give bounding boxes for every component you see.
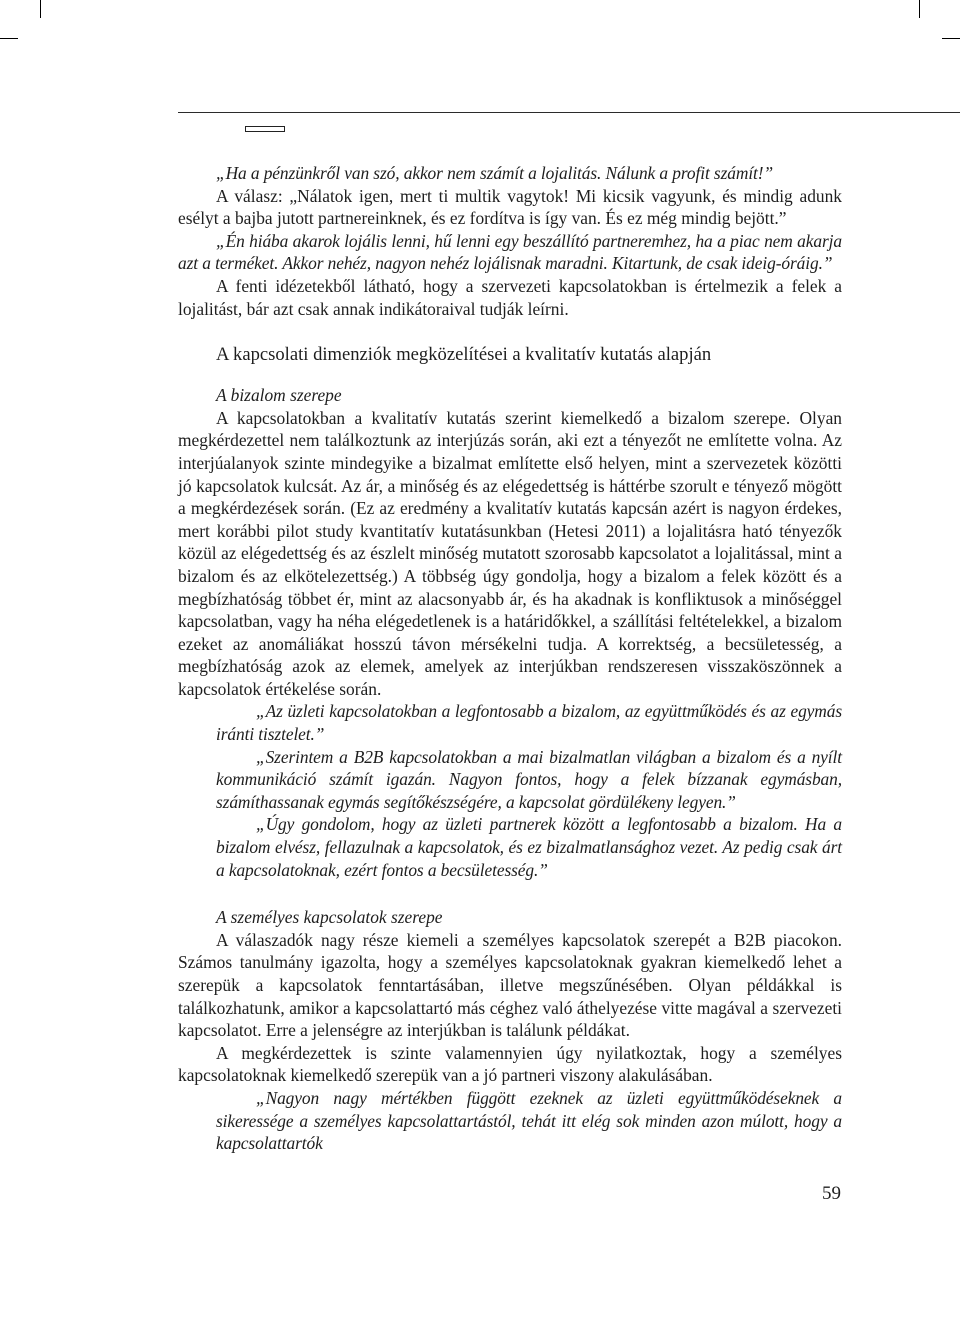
- section-heading: A kapcsolati dimenziók megközelítései a kvalitatív kutatás alapján: [216, 344, 712, 366]
- page-number: 59: [822, 1183, 841, 1204]
- trust-quote-2: „Szerintem a B2B kapcsolatokban a mai bizalmatlan világban a bizalom és a nyílt kommunikáció számít igazán. Nagyon fontos, hogy a felek bízzanak egymásban, számíthassanak egymás segítőkészségére, a kapcsolat gördülékeny legyen.”: [216, 746, 842, 812]
- trust-heading: A bizalom szerepe: [216, 385, 342, 406]
- personal-quote: „Nagyon nagy mértékben függött ezeknek az üzleti együttműködéseknek a sikeressége a személyes kapcsolattartástól, tehát itt elég sok minden azon múlott, hogy a kapcsolattartók: [216, 1087, 842, 1154]
- personal-paragraph-2: A megkérdezettek is szinte valamennyien úgy nyilatkoztak, hogy a személyes kapcsolatoknak kiemelkedő szerepük van a jó partneri viszony alakulásában.: [178, 1042, 842, 1086]
- crop-mark-top-right-vertical: [919, 0, 920, 18]
- quote-answer: A válasz: „Nálatok igen, mert ti multik vagytok! Mi kicsik vagyunk, és mindig adunk esélyt a bajba jutott partnereinknek, és ez fordítva is így van. És ez még mindig bejött.”: [178, 185, 842, 229]
- trust-quote-3: „Úgy gondolom, hogy az üzleti partnerek között a legfontosabb a bizalom. Ha a bizalom elvész, fellazulnak a kapcsolatok, és ez bizalmatlansághoz vezet. Az pedig csak árt a kapcsolatoknak, ezért fontos a becsületesség.”: [216, 814, 842, 880]
- page-body: [178, 162, 842, 1155]
- trust-quote-1: „Az üzleti kapcsolatokban a legfontosabb a bizalom, az együttműködés és az egymás iránti tisztelet.”: [216, 701, 842, 745]
- crop-mark-top-left-vertical: [40, 0, 41, 18]
- personal-paragraph-1: A válaszadók nagy része kiemeli a személyes kapcsolatok szerepét a B2B piacokon. Számos tanulmány igazolta, hogy a személyes kapcsolatoknak gyakran kiemelkedő lehet a szerepük a kapcsolatok fenntartásában, illetve megszűnésében. Olyan példákkal is találkozhatunk, amikor a kapcsolattartó más céghez való áthelyezése vitte magával a szervezeti kapcsolatot. Erre a jelenségre az interjúkban is találunk példákat.: [178, 929, 842, 1041]
- header-rule: [178, 112, 960, 113]
- quote-profit: „Ha a pénzünkről van szó, akkor nem számít a lojalitás. Nálunk a profit számít!”: [216, 163, 774, 183]
- crop-mark-top-left: [0, 38, 18, 39]
- quote-loyalty: „Én hiába akarok lojális lenni, hű lenni egy beszállító partneremhez, ha a piac nem akarja azt a terméket. Akkor nehéz, nagyon nehéz lojálisnak maradni. Kitartunk, de csak ideig-óráig.”: [178, 230, 842, 274]
- crop-mark-top-right: [942, 38, 960, 39]
- intro-paragraph: A fenti idézetekből látható, hogy a szervezeti kapcsolatokban is értelmezik a felek a lojalitást, bár azt csak annak indikátoraival tudják leírni.: [178, 275, 842, 319]
- personal-heading: A személyes kapcsolatok szerepe: [216, 907, 443, 928]
- header-decoration: [245, 126, 285, 132]
- trust-paragraph: A kapcsolatokban a kvalitatív kutatás szerint kiemelkedő a bizalom szerepe. Olyan megkérdezettel nem találkoztunk az interjúzás során, aki ezt a tényezőt ne említette volna. Az interjúalanyok szinte mindegyike a bizalmat említette első helyen, mint a szervezetek közötti jó kapcsolatok kulcsát. Az ár, a minőség és az elégedettség is háttérbe szorult e tényező mögött a megkérdezések során. (Ez az eredmény a kvalitatív kutatás kapcsán azért is nagyon érdekes, mert korábbi pilot study kvantitatív kutatásunkban (Hetesi 2011) a lojalitásra ható tényezők közül az elégedettség és az észlelt minőség mutatott szorosabb kapcsolatot a lojalitással, mint a bizalom és az elkötelezettség.) A többség úgy gondolja, hogy a bizalom a felek között és a megbízhatóság többet ér, mint az alacsonyabb ár, és ha akadnak is konfliktusok a minőséggel kapcsolatban, vagy ha néha elégedetlenek is a határidőkkel, a szállítási feltételekkel, a bizalom ezeket az anomáliákat hosszú távon mérsékelni tudja. A korrektség, a becsületesség, a megbízhatóság azok az elemek, amelyek az interjúkban rendszeresen visszaköszönnek a kapcsolatok értékelése során.: [178, 407, 842, 699]
